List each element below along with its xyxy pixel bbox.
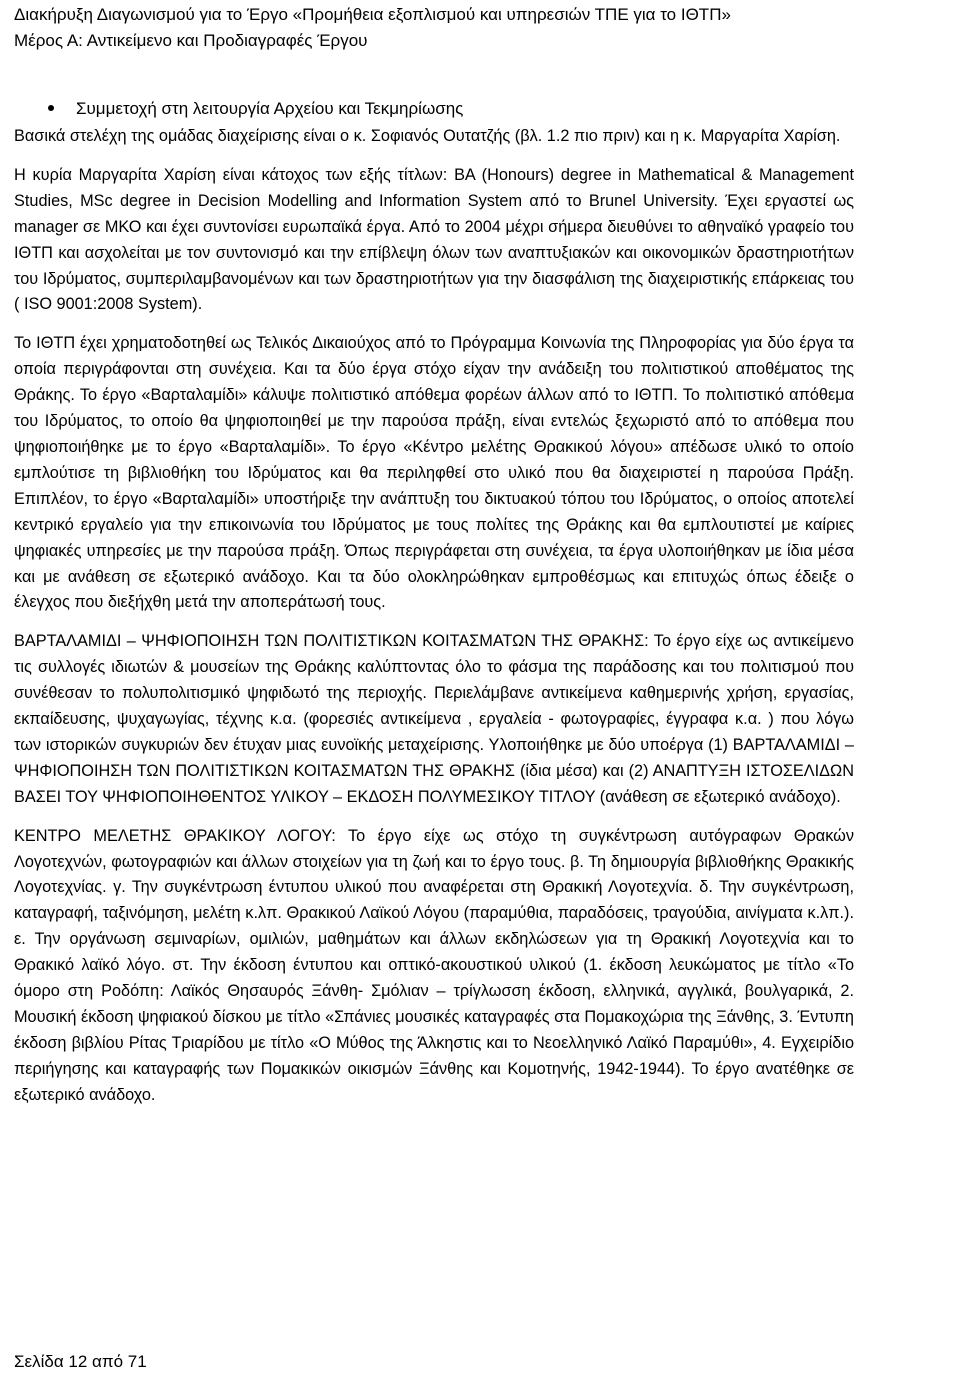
page-header — [14, 2, 944, 54]
paragraph-bio: Η κυρία Μαργαρίτα Χαρίση είναι κάτοχος των εξής τίτλων: BA (Honours) degree in Mathematical & Management Studies, MSc degree in Decision Modelling and Information System από το Brunel University. Έχει εργαστεί ως manager σε ΜΚΟ και έχει συντονίσει ευρωπαϊκά έργα. Από το 2004 μέχρι σήμερα διευθύνει το αθηναϊκό γραφείο του ΙΘΤΠ και ασχολείται με τον συντονισμό και την επίβλεψη όλων των αναπτυξιακών και οικονομικών δραστηριοτήτων του Ιδρύματος, συμπεριλαμβανομένων και των δραστηριοτήτων για την διασφάλιση της διαχειριστικής επάρκειας του ( ISO 9001:2008 System). — [14, 165, 854, 314]
paragraph-thracian-speech-centre: ΚΕΝΤΡΟ ΜΕΛΕΤΗΣ ΘΡΑΚΙΚΟΥ ΛΟΓΟΥ: Το έργο είχε ως στόχο τη συγκέντρωση αυτόγραφων Θρακών Λογοτεχνών, φωτογραφιών και άλλων στοιχείων για τη ζωή και το έργο τους. β. Τη δημιουργία βιβλιοθήκης Θρακικής Λογοτεχνίας. γ. Την συγκέντρωση έντυπου υλικού που αναφέρεται στη Θρακική Λογοτεχνία. δ. Την συγκέντρωση, καταγραφή, ταξινόμηση, μελέτη κ.λπ. Θρακικού Λαϊκού Λόγου (παραμύθια, παραδόσεις, τραγούδια, αινίγματα κ.λπ.). ε. Την οργάνωση σεμιναρίων, ομιλιών, μαθημάτων και άλλων εκδηλώσεων για τη Θρακική Λογοτεχνία και το Θρακικό λαϊκό λόγο. στ. Την έκδοση έντυπου και οπτικό-ακουστικού υλικού (1. έκδοση λευκώματος με τίτλο «Το όμορο στη Ροδόπη: Λαϊκός Θησαυρός Ξάνθη- Σμόλιαν – τρίγλωσση έκδοση, ελληνικά, αγγλικά, βουλγαρικά, 2. Μουσική έκδοση ψηφιακού δίσκου με τίτλο «Σπάνιες μουσικές καταγραφές στα Πομακοχώρια της Ξάνθης, 3. Έντυπη έκδοση βιβλίου Ρίτας Τριαρίδου με τίτλο «Ο Μύθος της Άλκηστις και το Νεοελληνικό Λαϊκό Παραμύθι», 4. Εγχειρίδιο περιήγησης και καταγραφής των Πομακικών οικισμών Ξάνθης και Κομοτηνής, 1942-1944). Το έργο ανατέθηκε σε εξωτερικό ανάδοχο. — [14, 826, 854, 1104]
bullet-icon — [48, 105, 54, 111]
paragraph-vartalamidi: ΒΑΡΤΑΛΑΜΙΔΙ – ΨΗΦΙΟΠΟΙΗΣΗ ΤΩΝ ΠΟΛΙΤΙΣΤΙΚΩΝ ΚΟΙΤΑΣΜΑΤΩΝ ΤΗΣ ΘΡΑΚΗΣ: Το έργο είχε ως αντικείμενο τις συλλογές ιδιωτών & μουσείων της Θράκης καλύπτοντας όλο το φάσμα της παράδοσης και του πολιτισμού που συνέθεσαν το πολυπολιτισμικό ψηφιδωτό της περιοχής. Περιελάμβανε αντικείμενα καθημερινής χρήση, εργασίας, εκπαίδευσης, ψυχαγωγίας, τέχνης κ.α. (φορεσιές αντικείμενα , εργαλεία - φωτογραφίες, έγγραφα κ.α. ) που λόγω των ιστορικών συγκυριών δεν έτυχαν μιας ευνοϊκής μεταχείρισης. Υλοποιήθηκε με δύο υποέργα (1) ΒΑΡΤΑΛΑΜΙΔΙ – ΨΗΦΙΟΠΟΙΗΣΗ ΤΩΝ ΠΟΛΙΤΙΣΤΙΚΩΝ ΚΟΙΤΑΣΜΑΤΩΝ ΤΗΣ ΘΡΑΚΗΣ (ίδια μέσα) και (2) ΑΝΑΠΤΥΞΗ ΙΣΤΟΣΕΛΙΔΩΝ ΒΑΣΕΙ ΤΟΥ ΨΗΦΙΟΠΟΙΗΘΕΝΤΟΣ ΥΛΙΚΟΥ – ΕΚΔΟΣΗ ΠΟΛΥΜΕΣΙΚΟΥ ΤΙΤΛΟΥ (ανάθεση σε εξωτερικό ανάδοχο). — [14, 632, 854, 806]
body-content — [14, 124, 854, 1122]
document-part-title: Μέρος Α: Αντικείμενο και Προδιαγραφές Έργου — [14, 31, 368, 50]
paragraph-team: Βασικά στελέχη της ομάδας διαχείρισης είναι ο κ. Σοφιανός Ουτατζής (βλ. 1.2 πιο πριν) και η κ. Μαργαρίτα Χαρίση. — [14, 127, 841, 145]
document-title: Διακήρυξη Διαγωνισμού για το Έργο «Προμήθεια εξοπλισμού και υπηρεσιών ΤΠΕ για το ΙΘΤΠ» — [14, 5, 731, 24]
bullet-list-item — [48, 96, 463, 122]
paragraph-projects-overview: Το ΙΘΤΠ έχει χρηματοδοτηθεί ως Τελικός Δικαιούχος από το Πρόγραμμα Κοινωνία της Πληροφορίας για δύο έργα τα οποία περιγράφονται στη συνέχεια. Και τα δύο έργα στόχο είχαν την ανάδειξη του πολιτιστικού αποθέματος της Θράκης. Το έργο «Βαρταλαμίδι» κάλυψε πολιτιστικό απόθεμα φορέων άλλων από το ΙΘΤΠ. Το πολιτιστικό απόθεμα του Ιδρύματος, το οποίο θα ψηφιοποιηθεί με την παρούσα πράξη, είναι εντελώς ξεχωριστό από το απόθεμα που ψηφιοποιήθηκε με το έργο «Βαρταλαμίδι». Το έργο «Κέντρο μελέτης Θρακικού λόγου» απέδωσε υλικό το οποίο εμπλούτισε τη βιβλιοθήκη του Ιδρύματος και θα περιληφθεί στο υλικό που θα διαχειριστεί η παρούσα Πράξη. Επιπλέον, το έργο «Βαρταλαμίδι» υποστήριξε την ανάπτυξη του δικτυακού τόπου του Ιδρύματος, ο οποίος αποτελεί κεντρικό εργαλείο για την επικοινωνία του Ιδρύματος με τους πολίτες της Θράκης και θα εμπλουτιστεί με καίριες ψηφιακές υπηρεσίες με την παρούσα πράξη. Όπως περιγράφεται στη συνέχεια, τα έργα υλοποιήθηκαν με ίδια μέσα και με ανάθεση σε εξωτερικό ανάδοχο. Και τα δύο ολοκληρώθηκαν εμπροθέσμως και επιτυχώς όπως έδειξε ο έλεγχος που διεξήχθη μετά την αποπεράτωσή τους. — [14, 334, 854, 612]
page-number: Σελίδα 12 από 71 — [14, 1352, 147, 1371]
bullet-text: Συμμετοχή στη λειτουργία Αρχείου και Τεκμηρίωσης — [76, 99, 464, 118]
